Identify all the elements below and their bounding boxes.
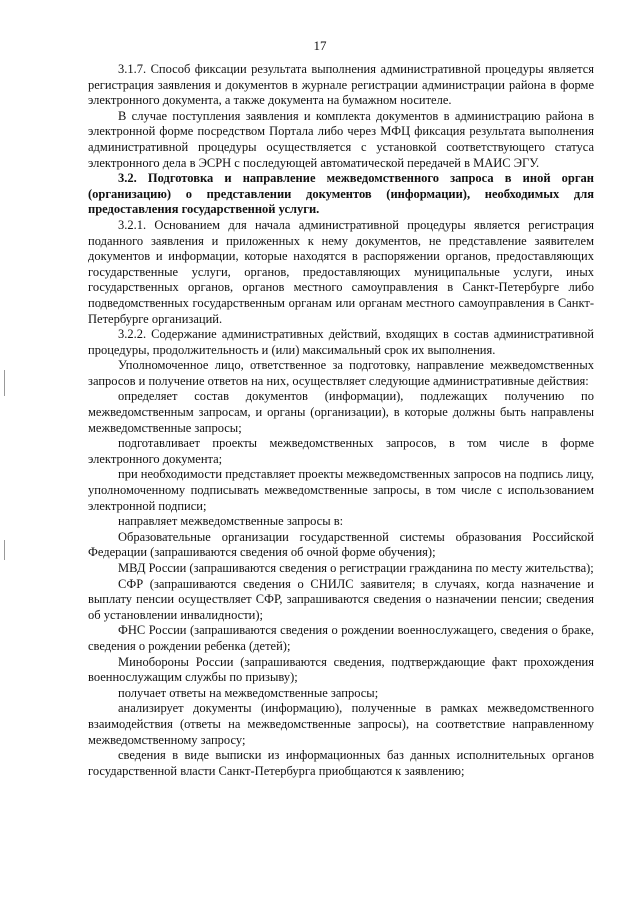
paragraph-extract-attached: сведения в виде выписки из информационных баз данных исполнительных органов государственной власти Санкт-Петербурга приобщаются к заявлению; (88, 748, 594, 778)
paragraph-authorized-person: Уполномоченное лицо, ответственное за подготовку, направление межведомственных запросов и получение ответов на них, осуществляет следующие административные действия: (88, 358, 594, 388)
scan-edge-mark (4, 370, 5, 396)
paragraph-recipient-sfr: СФР (запрашиваются сведения о СНИЛС заявителя; в случаях, когда назначение и выплату пенсии осуществляет СФР, запрашиваются сведения о назначении пенсии; сведения об установлении инвалидности); (88, 576, 594, 622)
paragraph-action-defines: определяет состав документов (информации), подлежащих получению по межведомственным запросам, и органы (организации), в которые должны быть направлены межведомственные запросы; (88, 389, 594, 435)
section-heading-3-2: 3.2. Подготовка и направление межведомственного запроса в иной орган (организацию) о представлении документов (информации), необходимых для предоставления государственной услуги. (88, 171, 594, 217)
paragraph-recipient-education: Образовательные организации государственной системы образования Российской Федерации (запрашиваются сведения об очной форме обучения); (88, 529, 594, 560)
paragraph-recipient-mvd: МВД России (запрашиваются сведения о регистрации гражданина по месту жительства); (118, 561, 594, 575)
page-number: 17 (313, 38, 327, 53)
paragraph-recipient-fns: ФНС России (запрашиваются сведения о рождении военнослужащего, сведения о браке, сведения о рождении ребенка (детей); (88, 623, 594, 653)
paragraph-action-sends: направляет межведомственные запросы в: (118, 514, 344, 529)
scan-edge-mark (4, 540, 5, 560)
paragraph-3-2-2: 3.2.2. Содержание административных действий, входящих в состав административной процедуры, продолжительность и (или) максимальный срок их выполнения. (88, 327, 594, 357)
paragraph-recipient-mod: Минобороны России (запрашиваются сведения, подтверждающие факт прохождения военнослужащим службы по призыву); (88, 654, 594, 685)
paragraph-3-1-7: 3.1.7. Способ фиксации результата выполнения административной процедуры является регистрация заявления и документов в журнале регистрации администрации района в форме электронного документа, а также документа на бумажном носителе. (88, 62, 594, 108)
document-body (88, 62, 594, 779)
paragraph-action-analyzes: анализирует документы (информацию), полученные в рамках межведомственного взаимодействия (ответы на межведомственные запросы), на соответствие направленному межведомственному запросу; (88, 701, 594, 747)
paragraph-action-submits-signature: при необходимости представляет проекты межведомственных запросов на подпись лицу, уполномоченному подписывать межведомственные запросы, в том числе с использованием электронной подписи; (88, 467, 594, 513)
paragraph-action-prepares: подготавливает проекты межведомственных запросов, в том числе в форме электронного документа; (88, 436, 594, 466)
paragraph-3-2-1: 3.2.1. Основанием для начала административной процедуры является регистрация поданного заявления и приложенных к нему документов, не представление заявителем документов и информации, которые находятся в распоряжении органов, предоставляющих государственные услуги, органов, предоставляющих муниципальные услуги, иных государственных органов, органов местного самоуправления в Санкт-Петербурге либо подведомственных государственным органам или органам местного самоуправления в Санкт-Петербурге организаций. (88, 217, 594, 326)
paragraph-portal-submission: В случае поступления заявления и комплекта документов в администрацию района в электронной форме посредством Портала либо через МФЦ фиксация результата выполнения административной процедуры осуществляется с установкой соответствующего статуса электронного дела в ЭСРН с последующей автоматической передачей в МАИС ЭГУ. (88, 108, 594, 170)
paragraph-action-receives: получает ответы на межведомственные запросы; (118, 685, 379, 700)
